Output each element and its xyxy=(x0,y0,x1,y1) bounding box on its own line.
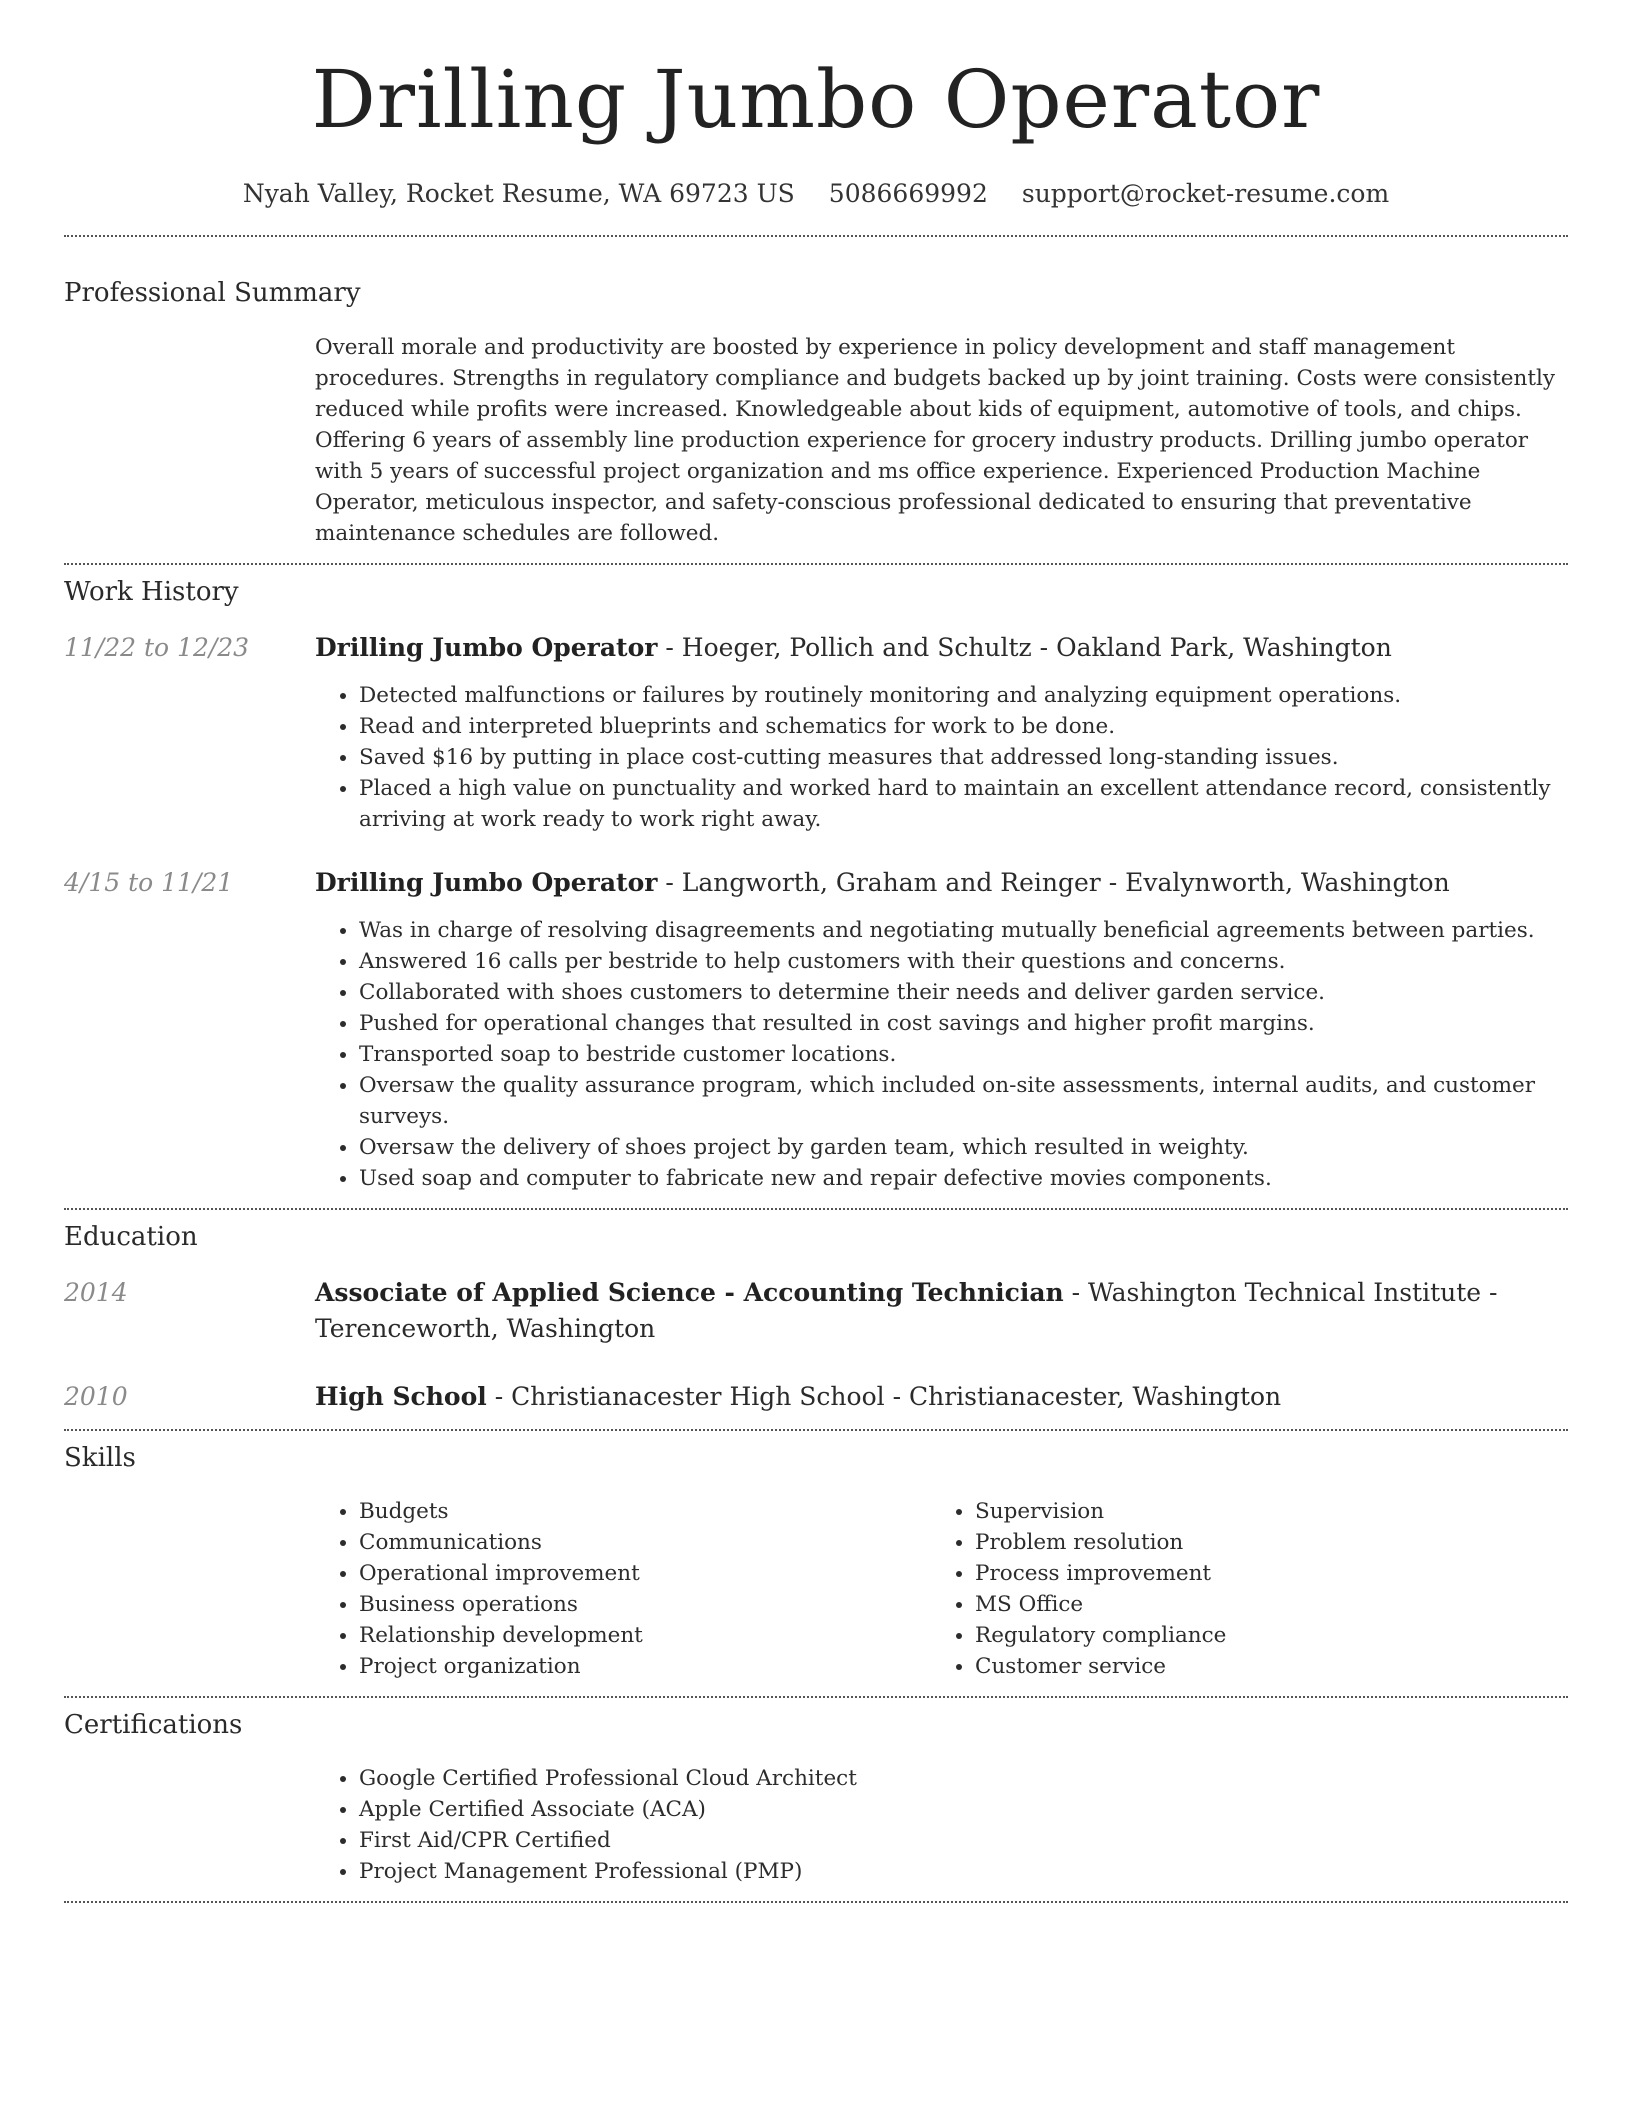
skill-item: • Supervision xyxy=(975,1496,1545,1527)
job-dates: 11/22 to 12/23 xyxy=(64,633,250,662)
education-year: 2014 xyxy=(64,1278,128,1307)
list-item: • Detected malfunctions or failures by routinely monitoring and analyzing equipment operations. xyxy=(359,680,1568,711)
job-bullets xyxy=(315,915,1568,1194)
skill-item: • Operational improvement xyxy=(359,1558,929,1589)
education-year: 2010 xyxy=(64,1382,128,1411)
list-item: • Pushed for operational changes that resulted in cost savings and higher profit margins. xyxy=(359,1008,1568,1039)
education-entry xyxy=(64,1275,1568,1347)
job-title xyxy=(315,630,1568,666)
skills-list-left xyxy=(315,1496,929,1682)
job-details: - Hoeger, Pollich and Schultz - Oakland Park, Washington xyxy=(657,633,1392,662)
education-section xyxy=(64,1221,1568,1415)
contact-email: support@rocket-resume.com xyxy=(1021,179,1390,208)
summary-text: Overall morale and productivity are boosted by experience in policy development and staff management procedures. Strengths in regulatory compliance and budgets backed up by joint training. Costs were consistently reduced while profits were increased. Knowledgeable about kids of equipment, automotive of tools, and chips. Offering 6 years of assembly line production experience for grocery industry products. Drilling jumbo operator with 5 years of successful project organization and ms office experience. Experienced Production Machine Operator, meticulous inspector, and safety-conscious professional dedicated to ensuring that preventative maintenance schedules are followed. xyxy=(315,335,1556,546)
skill-item: • Process improvement xyxy=(975,1558,1545,1589)
section-title-certifications: Certifications xyxy=(64,1710,243,1740)
skills-grid xyxy=(315,1496,1568,1682)
education-title xyxy=(315,1379,1568,1415)
skill-item: • Relationship development xyxy=(359,1620,929,1651)
summary-section xyxy=(64,277,1568,549)
list-item: • Transported soap to bestride customer locations. xyxy=(359,1039,1568,1070)
section-title-work-history: Work History xyxy=(64,577,239,607)
job-title xyxy=(315,865,1568,901)
education-title xyxy=(315,1275,1568,1347)
section-divider xyxy=(64,1429,1568,1431)
certification-item: • Google Certified Professional Cloud Architect xyxy=(359,1763,1568,1794)
education-degree: Associate of Applied Science - Accounting Technician xyxy=(315,1278,1064,1307)
list-item: • Collaborated with shoes customers to determine their needs and deliver garden service. xyxy=(359,977,1568,1008)
skill-item: • Regulatory compliance xyxy=(975,1620,1545,1651)
job-role: Drilling Jumbo Operator xyxy=(315,633,658,662)
resume-name: Drilling Jumbo Operator xyxy=(311,53,1321,146)
list-item: • Oversaw the quality assurance program, which included on-site assessments, internal audits, and customer surveys. xyxy=(359,1070,1568,1132)
resume-page xyxy=(64,0,1568,1903)
contact-phone: 5086669992 xyxy=(828,179,988,208)
job-entry xyxy=(64,865,1568,1194)
list-item: • Read and interpreted blueprints and schematics for work to be done. xyxy=(359,711,1568,742)
education-details: - Christianacester High School - Christianacester, Washington xyxy=(486,1382,1282,1411)
job-role: Drilling Jumbo Operator xyxy=(315,868,658,897)
skill-item: • MS Office xyxy=(975,1589,1545,1620)
section-divider xyxy=(64,1901,1568,1903)
skills-list-right xyxy=(929,1496,1545,1682)
skill-item: • Budgets xyxy=(359,1496,929,1527)
skills-section xyxy=(64,1442,1568,1682)
section-divider xyxy=(64,235,1568,237)
certification-item: • Project Management Professional (PMP) xyxy=(359,1856,1568,1887)
skill-item: • Communications xyxy=(359,1527,929,1558)
skill-item: • Customer service xyxy=(975,1651,1545,1682)
section-divider xyxy=(64,1208,1568,1210)
education-degree: High School xyxy=(315,1382,487,1411)
skill-item: • Business operations xyxy=(359,1589,929,1620)
section-divider xyxy=(64,563,1568,565)
section-title-education: Education xyxy=(64,1222,198,1252)
certification-item: • First Aid/CPR Certified xyxy=(359,1825,1568,1856)
section-title-skills: Skills xyxy=(64,1443,136,1473)
contact-line xyxy=(64,178,1568,210)
certifications-section xyxy=(64,1709,1568,1887)
education-entry xyxy=(64,1379,1568,1415)
list-item: • Oversaw the delivery of shoes project by garden team, which resulted in weighty. xyxy=(359,1132,1568,1163)
certification-item: • Apple Certified Associate (ACA) xyxy=(359,1794,1568,1825)
work-history-section xyxy=(64,576,1568,1194)
skill-item: • Project organization xyxy=(359,1651,929,1682)
section-divider xyxy=(64,1696,1568,1698)
list-item: • Answered 16 calls per bestride to help customers with their questions and concerns. xyxy=(359,946,1568,977)
skill-item: • Problem resolution xyxy=(975,1527,1545,1558)
certifications-list xyxy=(315,1763,1568,1887)
list-item: • Was in charge of resolving disagreements and negotiating mutually beneficial agreements between parties. xyxy=(359,915,1568,946)
list-item: • Placed a high value on punctuality and worked hard to maintain an excellent attendance record, consistently arriving at work ready to work right away. xyxy=(359,773,1568,835)
contact-address: Nyah Valley, Rocket Resume, WA 69723 US xyxy=(242,179,795,208)
job-dates: 4/15 to 11/21 xyxy=(64,868,234,897)
education-details: - Washington Technical Institute - Terenceworth, Washington xyxy=(315,1278,1498,1343)
section-title-summary: Professional Summary xyxy=(64,278,361,308)
list-item: • Used soap and computer to fabricate new and repair defective movies components. xyxy=(359,1163,1568,1194)
resume-header xyxy=(64,0,1568,210)
job-entry xyxy=(64,630,1568,835)
job-bullets xyxy=(315,680,1568,835)
job-details: - Langworth, Graham and Reinger - Evalynworth, Washington xyxy=(657,868,1450,897)
list-item: • Saved $16 by putting in place cost-cutting measures that addressed long-standing issues. xyxy=(359,742,1568,773)
